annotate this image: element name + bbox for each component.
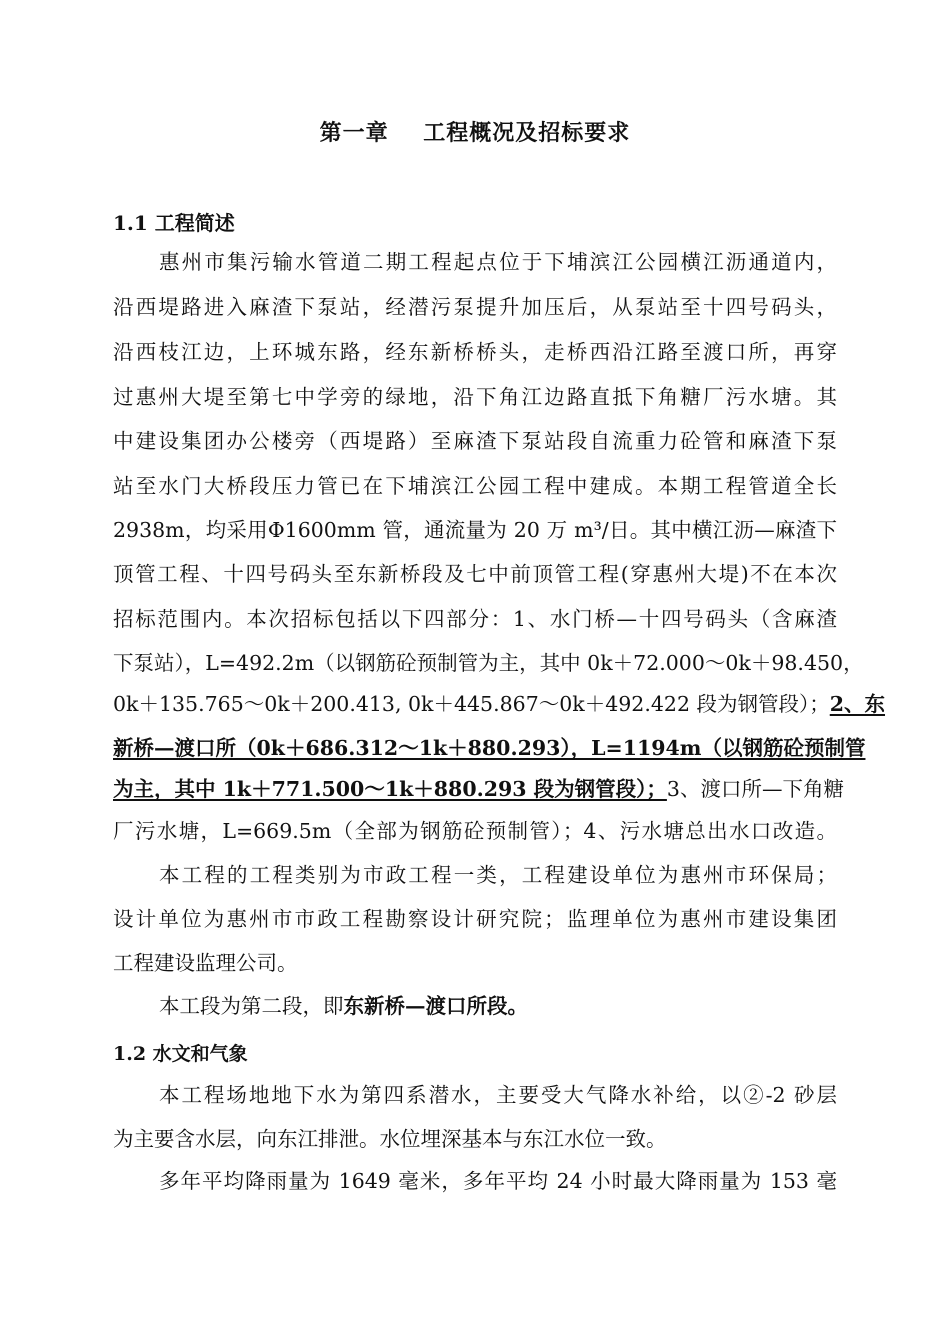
paragraph-line: 站至水门大桥段压力管已在下埔滨江公园工程中建成。本期工程管道全长 [113, 474, 837, 498]
paragraph-line: 工程建设监理公司。 [113, 951, 298, 975]
paragraph-line: 沿西堤路进入麻渣下泵站，经潜污泵提升加压后，从泵站至十四号码头， [113, 295, 837, 319]
paragraph-line [113, 687, 886, 721]
section-heading-1-2: 1.2 水文和气象 [113, 1043, 248, 1065]
paragraph-line: 沿西枝江边，上环城东路，经东新桥桥头，走桥西沿江路至渡口所，再穿 [113, 340, 837, 364]
section-heading-1-1: 1.1 工程简述 [113, 211, 235, 235]
paragraph-line: 多年平均降雨量为 1649 毫米，多年平均 24 小时最大降雨量为 153 毫 [159, 1169, 837, 1193]
chapter-title: 第一章 工程概况及招标要求 [319, 120, 631, 146]
paragraph-line: 设计单位为惠州市市政工程勘察设计研究院；监理单位为惠州市建设集团 [113, 907, 837, 931]
paragraph-line [113, 989, 837, 1023]
paragraph-line: 本工程的工程类别为市政工程一类，工程建设单位为惠州市环保局； [159, 863, 837, 887]
text-run: 3、渡口所—下角糖 [666, 777, 844, 801]
paragraph-line: 过惠州大堤至第七中学旁的绿地，沿下角江边路直抵下角糖厂污水塘。其 [113, 385, 837, 409]
paragraph-line: 惠州市集污输水管道二期工程起点位于下埔滨江公园横江沥通道内， [159, 250, 837, 274]
paragraph-line: 招标范围内。本次招标包括以下四部分：1、水门桥—十四号码头（含麻渣 [113, 607, 837, 631]
paragraph-line: 厂污水塘，L=669.5m（全部为钢筋砼预制管）；4、污水塘总出水口改造。 [113, 819, 837, 843]
bold-underlined-text: 2、东 [829, 692, 886, 716]
paragraph-line: 2938m，均采用Φ1600mm 管，通流量为 20 万 m³/日。其中横江沥—麻渣下 [113, 518, 837, 542]
paragraph-line: 中建设集团办公楼旁（西堤路）至麻渣下泵站段自流重力砼管和麻渣下泵 [113, 429, 837, 453]
paragraph-line: 顶管工程、十四号码头至东新桥段及七中前顶管工程(穿惠州大堤)不在本次 [113, 562, 837, 586]
paragraph-line [113, 731, 866, 765]
text-run: 0k＋135.765～0k＋200.413, 0k＋445.867～0k＋492.422 段为钢管段）； [113, 692, 830, 716]
bold-underlined-text: 新桥—渡口所（0k＋686.312～1k＋880.293），L=1194m（以钢筋砼预制管 [113, 736, 866, 760]
paragraph-line: 下泵站），L=492.2m（以钢筋砼预制管为主，其中 0k＋72.000～0k＋98.450， [113, 651, 864, 675]
paragraph-line [113, 772, 844, 806]
bold-text: 东新桥—渡口所段。 [343, 994, 528, 1018]
paragraph-line: 为主要含水层，向东江排泄。水位埋深基本与东江水位一致。 [113, 1127, 667, 1151]
bold-underlined-text: 为主，其中 1k＋771.500～1k＋880.293 段为钢管段）； [113, 777, 667, 801]
paragraph-line: 本工程场地地下水为第四系潜水，主要受大气降水补给，以②-2 砂层 [159, 1083, 837, 1107]
text-run: 本工段为第二段，即 [159, 994, 344, 1018]
